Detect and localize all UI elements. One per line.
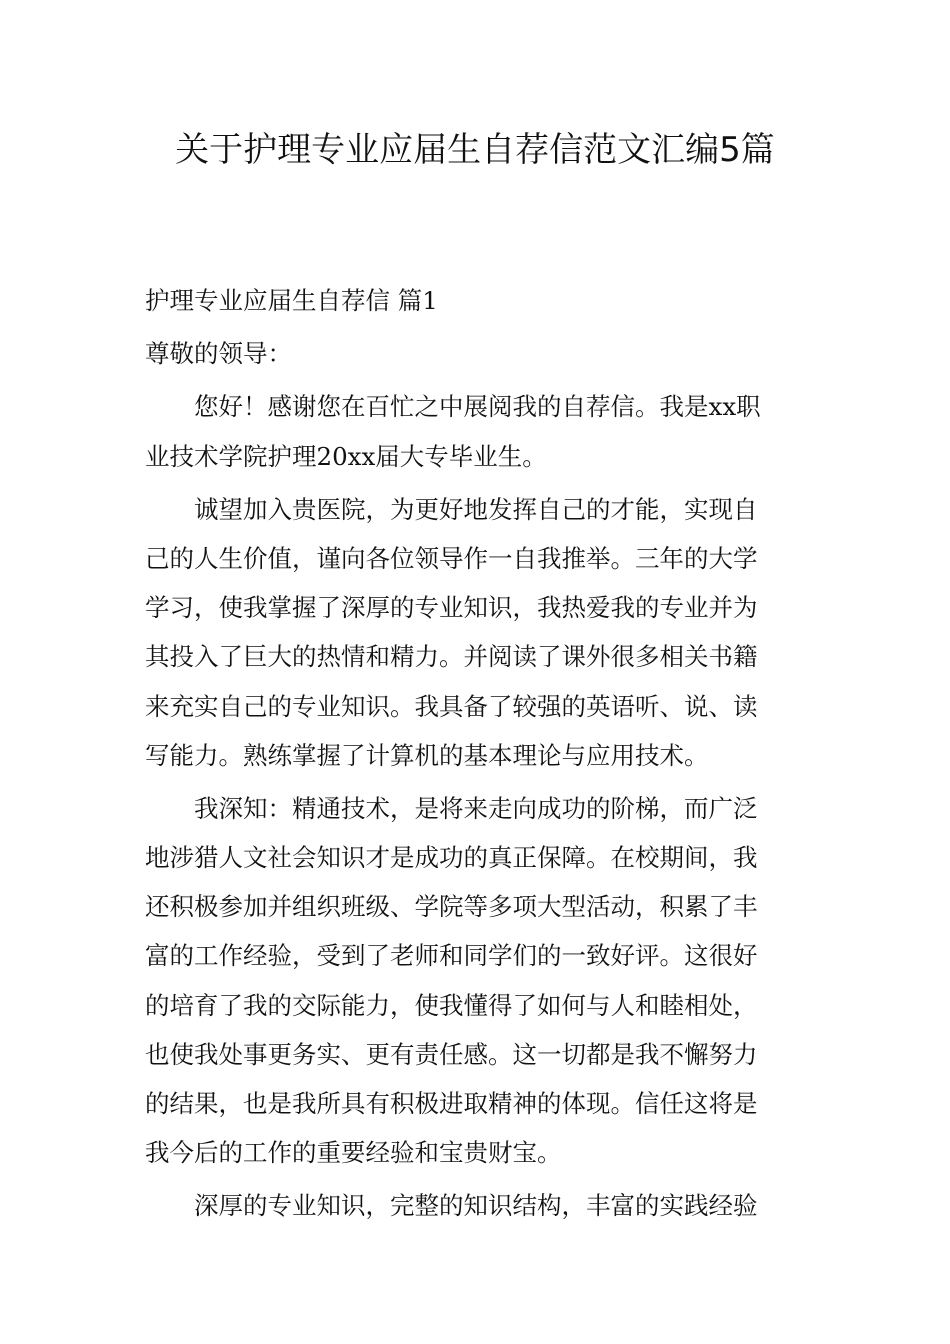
document-body	[145, 276, 809, 1231]
document-title: 关于护理专业应届生自荐信范文汇编5篇	[175, 130, 775, 170]
paragraph-line: 业技术学院护理20xx届大专毕业生。	[145, 441, 547, 471]
salutation: 尊敬的领导：	[145, 339, 292, 369]
paragraph-line: 富的工作经验，受到了老师和同学们的一致好评。这很好	[145, 941, 758, 971]
paragraph-line: 诚望加入贵医院，为更好地发挥自己的才能，实现自	[145, 494, 758, 524]
paragraph-line: 其投入了巨大的热情和精力。并阅读了课外很多相关书籍	[145, 642, 758, 672]
paragraph-line: 地涉猎人文社会知识才是成功的真正保障。在校期间，我	[145, 843, 758, 873]
section-heading: 护理专业应届生自荐信 篇1	[145, 286, 438, 315]
paragraph-line: 我今后的工作的重要经验和宝贵财宝。	[145, 1138, 562, 1168]
paragraph-line: 深厚的专业知识，完整的知识结构，丰富的实践经验	[145, 1191, 758, 1221]
paragraph-line: 学习，使我掌握了深厚的专业知识，我热爱我的专业并为	[145, 593, 758, 623]
paragraph-line: 也使我处事更务实、更有责任感。这一切都是我不懈努力	[145, 1039, 758, 1069]
paragraph-3	[145, 784, 809, 1178]
paragraph-line: 的结果，也是我所具有积极进取精神的体现。信任这将是	[145, 1089, 758, 1118]
paragraph-4	[145, 1181, 809, 1230]
paragraph-line: 还积极参加并组织班级、学院等多项大型活动，积累了丰	[145, 892, 758, 922]
paragraph-line: 我深知：精通技术，是将来走向成功的阶梯，而广泛	[145, 793, 758, 823]
paragraph-line: 的培育了我的交际能力，使我懂得了如何与人和睦相处，	[145, 990, 758, 1020]
paragraph-line: 您好！感谢您在百忙之中展阅我的自荐信。我是xx职	[145, 392, 761, 422]
paragraph-2	[145, 485, 809, 780]
paragraph-line: 写能力。熟练掌握了计算机的基本理论与应用技术。	[145, 740, 709, 770]
paragraph-line: 来充实自己的专业知识。我具备了较强的英语听、说、读	[145, 691, 758, 721]
paragraph-line: 己的人生价值，谨向各位领导作一自我推举。三年的大学	[145, 543, 758, 573]
paragraph-1	[145, 382, 809, 480]
